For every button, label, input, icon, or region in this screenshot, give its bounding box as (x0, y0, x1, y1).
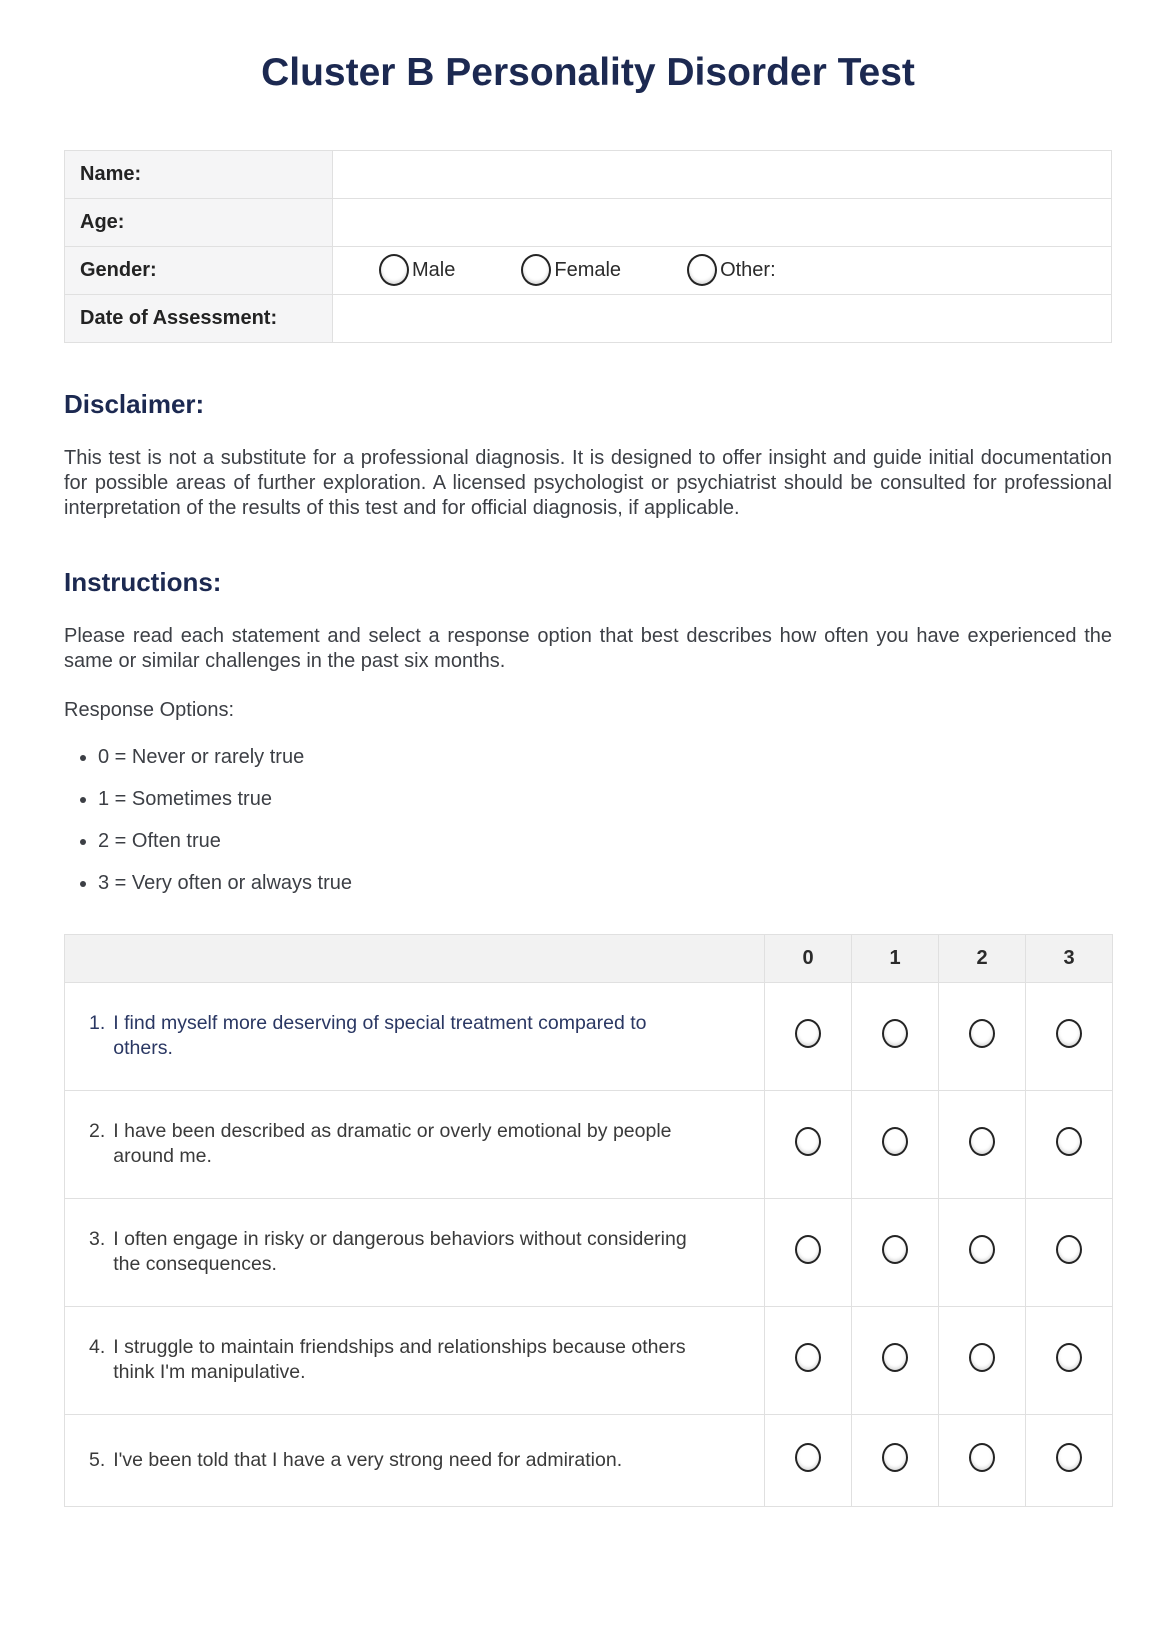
question-4-score-1-radio[interactable] (882, 1343, 908, 1372)
question-5-score-1-cell (852, 1414, 939, 1506)
date-of-assessment-field[interactable] (333, 294, 1112, 342)
question-1-score-2-cell (939, 982, 1026, 1090)
question-4-score-1-cell (852, 1306, 939, 1414)
disclaimer-heading: Disclaimer: (64, 388, 205, 419)
gender-option-female (521, 254, 621, 286)
question-3-score-1-cell (852, 1198, 939, 1306)
question-5-score-3-cell (1026, 1414, 1113, 1506)
response-option-item: • 2 = Often true (98, 829, 1112, 854)
age-field[interactable] (333, 198, 1112, 246)
gender-option-male (379, 254, 455, 286)
question-5-text-cell (65, 1414, 765, 1506)
patient-info-table (64, 150, 1112, 343)
question-row-2 (65, 1090, 1113, 1198)
question-3-score-0-radio[interactable] (795, 1235, 821, 1264)
gender-options-group (347, 254, 1110, 286)
question-row-5 (65, 1414, 1113, 1506)
gender-option-other (687, 254, 776, 286)
instructions-text: Please read each statement and select a response option that best describes how often you have experienced the same or similar challenges in the past six months. (64, 624, 1112, 672)
question-5-score-0-radio[interactable] (795, 1443, 821, 1472)
question-1-score-3-radio[interactable] (1056, 1019, 1082, 1048)
question-1-score-3-cell (1026, 982, 1113, 1090)
question-1-text-cell (65, 982, 765, 1090)
question-3-score-1-radio[interactable] (882, 1235, 908, 1264)
gender-label: Gender: (65, 246, 333, 294)
gender-field (333, 246, 1112, 294)
response-option-item: • 3 = Very often or always true (98, 871, 1112, 896)
response-option-item: • 0 = Never or rarely true (98, 745, 1112, 770)
question-3-number: 3. (89, 1228, 106, 1251)
question-1-number: 1. (89, 1012, 106, 1035)
response-options-list (64, 745, 1112, 896)
age-label: Age: (65, 198, 333, 246)
question-4-text-cell (65, 1306, 765, 1414)
question-row-3 (65, 1198, 1113, 1306)
info-row-gender (65, 246, 1112, 294)
question-1-score-0-cell (765, 982, 852, 1090)
question-2-score-0-radio[interactable] (795, 1127, 821, 1156)
question-2-text-cell (65, 1090, 765, 1198)
question-1-score-2-radio[interactable] (969, 1019, 995, 1048)
question-4-score-3-cell (1026, 1306, 1113, 1414)
question-5-score-2-cell (939, 1414, 1026, 1506)
date-of-assessment-label: Date of Assessment: (65, 294, 333, 342)
question-column-header (65, 934, 765, 982)
score-column-header-3: 3 (1026, 934, 1113, 982)
question-2-score-2-radio[interactable] (969, 1127, 995, 1156)
questionnaire-table (64, 934, 1113, 1507)
gender-female-radio[interactable] (521, 254, 551, 286)
question-3-score-3-cell (1026, 1198, 1113, 1306)
question-3-text: I often engage in risky or dangerous behaviors without considering the consequences. (113, 1228, 687, 1276)
question-4-score-2-cell (939, 1306, 1026, 1414)
question-4-score-0-radio[interactable] (795, 1343, 821, 1372)
question-4-score-3-radio[interactable] (1056, 1343, 1082, 1372)
info-row-age (65, 198, 1112, 246)
response-option-item: • 1 = Sometimes true (98, 787, 1112, 812)
question-5-score-0-cell (765, 1414, 852, 1506)
question-4-text: I struggle to maintain friendships and relationships because others think I'm manipulative. (113, 1336, 686, 1384)
question-4-score-0-cell (765, 1306, 852, 1414)
question-2-number: 2. (89, 1120, 106, 1143)
score-column-header-0: 0 (765, 934, 852, 982)
question-2-text: I have been described as dramatic or overly emotional by people around me. (113, 1120, 672, 1168)
response-options-label: Response Options: (64, 698, 235, 721)
question-5-score-1-radio[interactable] (882, 1443, 908, 1472)
score-column-header-1: 1 (852, 934, 939, 982)
questionnaire-header-row (65, 934, 1113, 982)
gender-other-radio[interactable] (687, 254, 717, 286)
question-3-score-2-radio[interactable] (969, 1235, 995, 1264)
question-row-4 (65, 1306, 1113, 1414)
name-field[interactable] (333, 150, 1112, 198)
gender-male-label: Male (412, 258, 456, 281)
gender-male-radio[interactable] (379, 254, 409, 286)
gender-other-label: Other: (720, 258, 776, 281)
question-3-text-cell (65, 1198, 765, 1306)
question-2-score-3-radio[interactable] (1056, 1127, 1082, 1156)
question-3-score-0-cell (765, 1198, 852, 1306)
page-title: Cluster B Personality Disorder Test (261, 51, 915, 94)
question-2-score-2-cell (939, 1090, 1026, 1198)
question-1-text: I find myself more deserving of special treatment compared to others. (113, 1012, 647, 1060)
question-2-score-3-cell (1026, 1090, 1113, 1198)
question-5-score-2-radio[interactable] (969, 1443, 995, 1472)
question-1-score-1-cell (852, 982, 939, 1090)
info-row-name (65, 150, 1112, 198)
gender-female-label: Female (554, 258, 622, 281)
info-row-date (65, 294, 1112, 342)
question-2-score-0-cell (765, 1090, 852, 1198)
question-2-score-1-cell (852, 1090, 939, 1198)
question-3-score-2-cell (939, 1198, 1026, 1306)
score-column-header-2: 2 (939, 934, 1026, 982)
question-row-1 (65, 982, 1113, 1090)
question-5-number: 5. (89, 1448, 106, 1471)
question-4-number: 4. (89, 1336, 106, 1359)
question-3-score-3-radio[interactable] (1056, 1235, 1082, 1264)
question-4-score-2-radio[interactable] (969, 1343, 995, 1372)
question-2-score-1-radio[interactable] (882, 1127, 908, 1156)
question-5-score-3-radio[interactable] (1056, 1443, 1082, 1472)
instructions-heading: Instructions: (64, 566, 222, 597)
question-1-score-1-radio[interactable] (882, 1019, 908, 1048)
name-label: Name: (65, 150, 333, 198)
question-1-score-0-radio[interactable] (795, 1019, 821, 1048)
disclaimer-text: This test is not a substitute for a professional diagnosis. It is designed to offer insight and guide initial documentation for possible areas of further exploration. A licensed psychologist or psychiatrist should be consulted for professional interpretation of the results of this test and for official diagnosis, if applicable. (64, 446, 1112, 519)
question-5-text: I've been told that I have a very strong need for admiration. (113, 1448, 623, 1471)
